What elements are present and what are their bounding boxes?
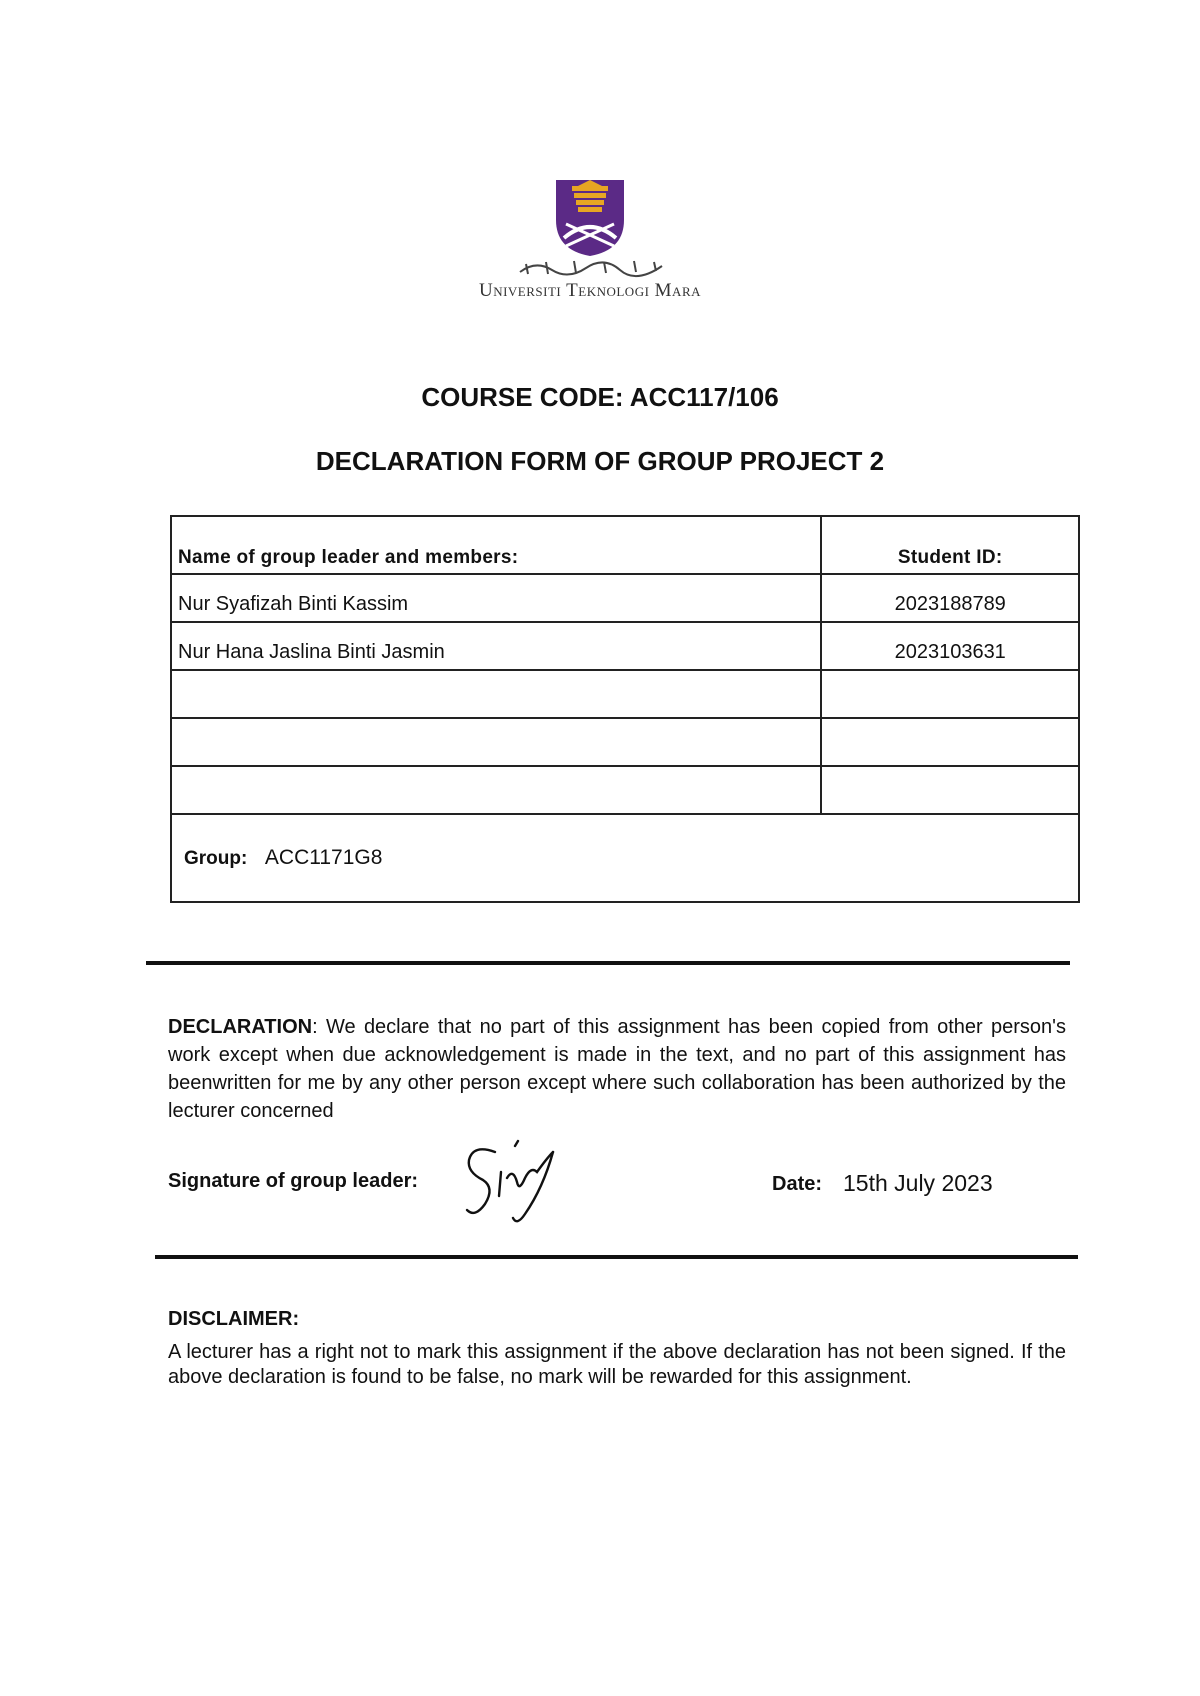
table-row (171, 574, 1079, 622)
date-label: Date: (772, 1173, 823, 1195)
member-name-cell[interactable]: Nur Syafizah Binti Kassim (171, 574, 821, 622)
date-value[interactable]: 15th July 2023 (843, 1170, 993, 1196)
student-id-cell[interactable] (821, 718, 1079, 766)
table-row (171, 622, 1079, 670)
disclaimer-text: A lecturer has a right not to mark this assignment if the above declaration has not been signed. If the above declaration is found to be false, no mark will be rewarded for this assignment. (168, 1341, 1066, 1388)
group-cell[interactable] (171, 814, 1079, 902)
name-column-header: Name of group leader and members: (171, 516, 821, 574)
member-name-cell[interactable] (171, 766, 821, 814)
table-row (171, 766, 1079, 814)
group-label: Group: (184, 848, 248, 869)
declaration-label: DECLARATION (168, 1016, 313, 1038)
form-title-heading: DECLARATION FORM OF GROUP PROJECT 2 (315, 446, 885, 476)
student-id-cell[interactable] (821, 766, 1079, 814)
course-code-heading: COURSE CODE: ACC117/106 (421, 382, 779, 412)
student-id-cell[interactable]: 2023103631 (821, 622, 1079, 670)
table-row (171, 670, 1079, 718)
signature-mark (455, 1138, 565, 1228)
divider-top (146, 961, 1070, 965)
student-id-cell[interactable]: 2023188789 (821, 574, 1079, 622)
member-name-cell[interactable] (171, 670, 821, 718)
disclaimer-title: DISCLAIMER: (168, 1308, 300, 1330)
signature-label: Signature of group leader: (168, 1170, 419, 1192)
members-table (170, 515, 1080, 903)
declaration-paragraph (168, 1013, 1066, 1125)
table-header-row (171, 516, 1079, 574)
student-id-cell[interactable] (821, 670, 1079, 718)
table-row (171, 718, 1079, 766)
group-value: ACC1171G8 (264, 846, 383, 869)
group-row (171, 814, 1079, 902)
uitm-crest-icon (440, 172, 740, 256)
university-name: Universiti Teknologi Mara (478, 280, 702, 301)
jawi-wordmark (516, 256, 666, 278)
student-id-column-header: Student ID: (821, 516, 1079, 574)
divider-bottom (155, 1255, 1078, 1259)
declaration-text: : We declare that no part of this assignment has been copied from other person's work except when due acknowledgement is made in the text, and no part of this assignment has beenwritten for me by any other person except where such collaboration has been authorized by the lecturer concerned (168, 1016, 1066, 1122)
university-logo (440, 172, 740, 312)
member-name-cell[interactable] (171, 718, 821, 766)
member-name-cell[interactable]: Nur Hana Jaslina Binti Jasmin (171, 622, 821, 670)
